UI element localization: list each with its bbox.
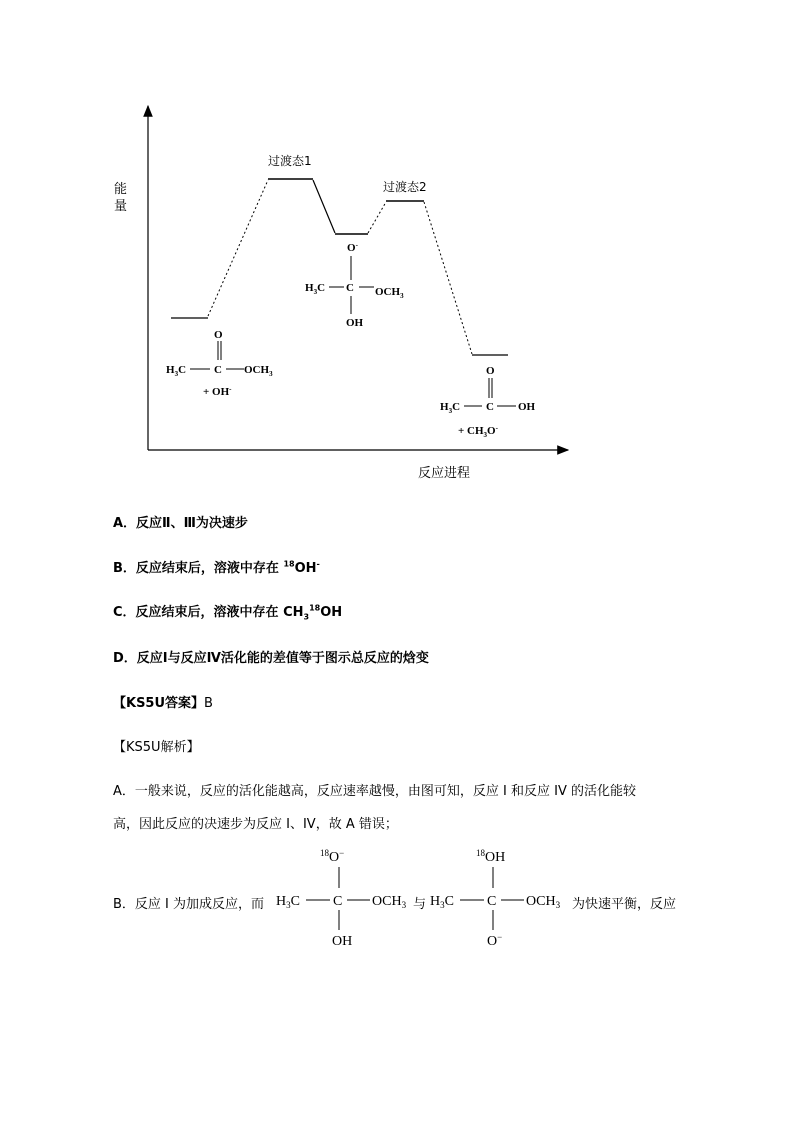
- ts1-climb: [208, 180, 268, 316]
- svg-text:O: O: [486, 365, 495, 377]
- option-d: D．反应Ⅰ与反应Ⅳ活化能的差值等于图示总反应的焓变: [113, 651, 429, 666]
- svg-text:C: C: [214, 364, 222, 376]
- svg-text:H3C: $H_3C$: [440, 401, 461, 415]
- svg-text:+ OH-: + OH-: [203, 385, 232, 398]
- svg-text:OCH3: $OCH_3$: [375, 286, 404, 300]
- svg-text:+ CH3O-: + $CH_3O^-$: [458, 424, 498, 439]
- option-a: A．反应Ⅱ、Ⅲ为决速步: [113, 516, 248, 531]
- svg-text:OH: OH: [332, 934, 353, 949]
- intermediate-structure: [305, 241, 404, 329]
- analysis-b-and: 与: [413, 897, 427, 912]
- svg-text:C: C: [333, 894, 343, 909]
- analysis-b-suffix: 为快速平衡，反应: [572, 897, 677, 912]
- ts2-climb: [368, 202, 386, 233]
- svg-text:C: C: [487, 894, 497, 909]
- svg-text:OH: OH: [346, 317, 364, 329]
- svg-text:C: C: [486, 401, 494, 413]
- svg-text:18OH: $^{18}$OH: [476, 848, 506, 865]
- ts1-label: 过渡态1: [268, 154, 312, 168]
- analysis-a-line1: A．一般来说，反应的活化能越高，反应速率越慢，由图可知，反应 I 和反应 IV 的活化能较: [113, 784, 636, 799]
- reactant-structure: [166, 329, 273, 398]
- svg-text:H3C: $H_3C$: [166, 364, 187, 378]
- svg-text:H3C: $H_3C$: [430, 894, 454, 910]
- svg-text:O−: O−: [487, 932, 503, 949]
- svg-text:18O−: $^{18}$O−: [320, 848, 345, 865]
- product-structure: [440, 365, 536, 439]
- ts2-descent: [424, 202, 472, 354]
- ts2-label: 过渡态2: [383, 180, 427, 194]
- analysis-label: 【KS5U解析】: [113, 740, 200, 755]
- option-b: B．反应结束后，溶液中存在 $^{18}$OH-: [113, 559, 320, 576]
- y-axis-label-2: 量: [114, 199, 128, 214]
- answer-line: 【KS5U答案】B: [113, 696, 213, 711]
- ts1-descent: [313, 180, 335, 233]
- svg-text:OCH3: $OCH_3$: [244, 364, 273, 378]
- analysis-structure-1: [276, 848, 407, 949]
- analysis-a-line2: 高，因此反应的决速步为反应 I、IV，故 A 错误；: [113, 817, 398, 832]
- analysis-structure-2: [430, 848, 561, 949]
- analysis-b-prefix: B．反应 I 为加成反应，而: [113, 897, 265, 912]
- option-c: C．反应结束后，溶液中存在 $CH_3^{18}OH$: [113, 603, 343, 622]
- svg-text:O-: O-: [347, 241, 358, 254]
- svg-text:H3C: $H_3C$: [305, 282, 326, 296]
- svg-text:C: C: [346, 282, 354, 294]
- svg-text:OCH3: $OCH_3$: [526, 894, 561, 910]
- svg-text:H3C: $H_3C$: [276, 894, 300, 910]
- x-axis-label: 反应进程: [418, 466, 471, 481]
- svg-text:OCH3: $OCH_3$: [372, 894, 407, 910]
- svg-text:OH: OH: [518, 401, 536, 413]
- y-axis-label-1: 能: [114, 182, 128, 197]
- svg-text:O: O: [214, 329, 223, 341]
